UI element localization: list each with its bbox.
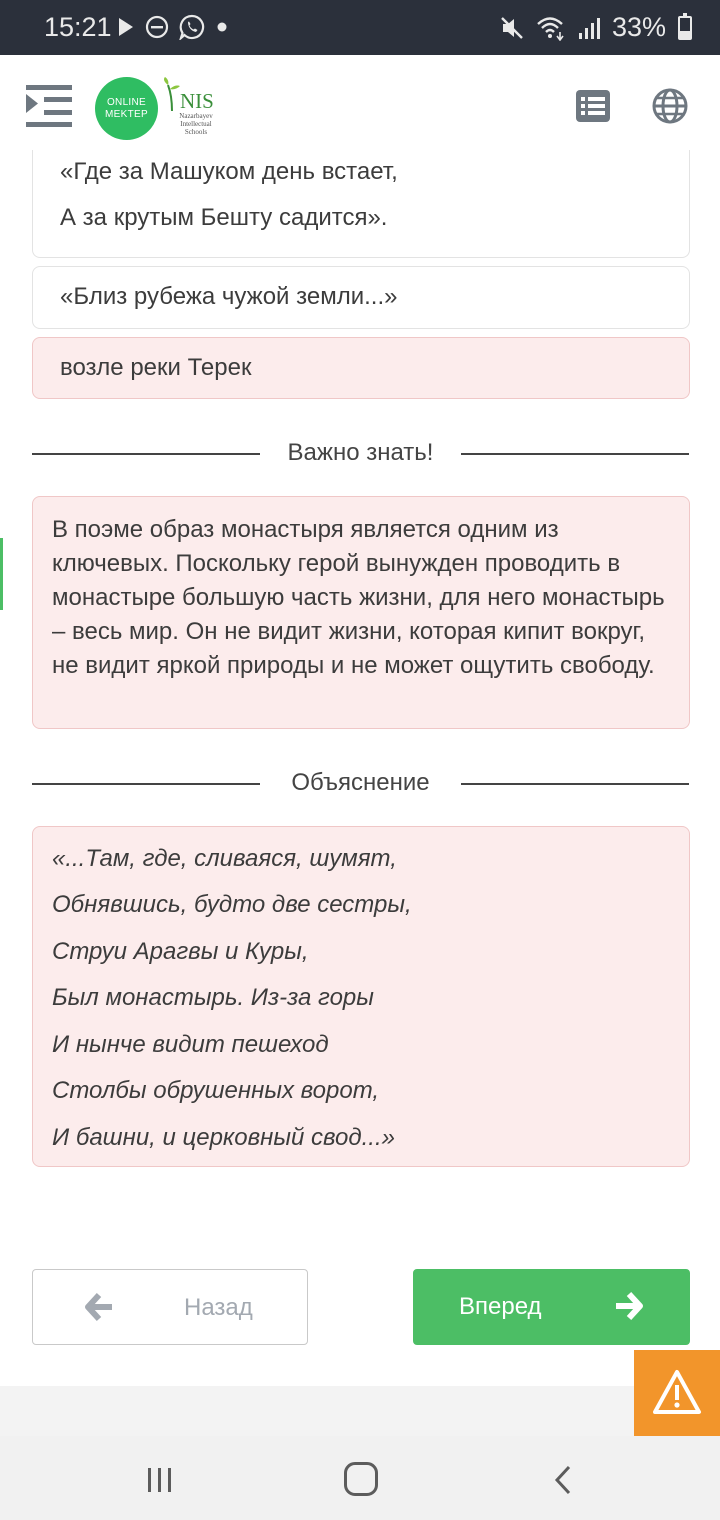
- back-button-label: Назад: [184, 1294, 253, 1321]
- back-button[interactable]: [32, 1269, 308, 1345]
- battery-icon: [678, 16, 692, 40]
- dot-icon: [215, 20, 229, 34]
- online-mektep-logo[interactable]: [95, 77, 158, 140]
- logo-line2: MEKTEP: [105, 108, 148, 120]
- important-divider: [32, 439, 689, 469]
- important-box: [32, 496, 690, 729]
- warning-icon: [634, 1350, 720, 1436]
- side-drawer-handle[interactable]: [0, 538, 3, 610]
- status-bar: [0, 0, 720, 55]
- answer-option-1-line2: А за крутым Бешту садится».: [60, 204, 388, 231]
- app-header: [0, 55, 720, 160]
- arrow-right-icon: [615, 1291, 643, 1321]
- next-button-label: Вперед: [459, 1293, 542, 1320]
- nis-leaf-icon: [162, 77, 182, 111]
- system-nav-bar: [0, 1436, 720, 1520]
- verse-line: И нынче видит пешеход: [52, 1031, 329, 1058]
- signal-icon: [578, 16, 600, 40]
- battery-percent: 33%: [611, 12, 666, 42]
- answer-option-1-line1: «Где за Машуком день встает,: [60, 158, 398, 185]
- answer-option-selected-label: возле реки Терек: [60, 354, 252, 381]
- explanation-box: [32, 826, 690, 1167]
- logo-line1: ONLINE: [106, 96, 147, 108]
- menu-icon[interactable]: [26, 85, 72, 127]
- back-nav-icon[interactable]: [551, 1464, 575, 1496]
- answer-option-2[interactable]: [32, 266, 690, 329]
- globe-icon[interactable]: [652, 88, 688, 124]
- list-icon[interactable]: [576, 90, 610, 122]
- mute-icon: [500, 15, 524, 41]
- nis-title: NIS: [180, 89, 214, 113]
- play-icon: [117, 16, 135, 38]
- explanation-title: Объяснение: [291, 769, 430, 796]
- verse-line: «...Там, где, сливаяся, шумят,: [52, 845, 397, 872]
- answer-option-selected[interactable]: [32, 337, 690, 399]
- nis-sub-line1: Nazarbayev: [179, 112, 213, 120]
- status-time: 15:21: [44, 12, 112, 42]
- answer-option-2-label: «Близ рубежа чужой земли...»: [60, 283, 398, 310]
- next-button[interactable]: [413, 1269, 690, 1345]
- nis-sub-line2: Intellectual: [180, 120, 212, 128]
- important-title: Важно знать!: [287, 439, 434, 466]
- report-issue-button[interactable]: [634, 1350, 720, 1436]
- important-text: В поэме образ монастыря является одним из ключевых. Поскольку герой вынужден проводить в монастыре большую часть жизни, для него монастырь – весь мир. Он не видит жизни, которая кипит вокруг, не видит яркой природы и не может ощутить свободу.: [52, 516, 665, 679]
- verse-line: Струи Арагвы и Куры,: [52, 938, 309, 965]
- lesson-content: [0, 160, 720, 1386]
- explanation-divider: [32, 769, 689, 799]
- home-icon[interactable]: [344, 1462, 378, 1496]
- answer-option-1[interactable]: [32, 150, 690, 258]
- wifi-icon: [536, 15, 566, 41]
- verse-line: Был монастырь. Из-за горы: [52, 984, 374, 1011]
- dnd-icon: [145, 15, 169, 39]
- nis-sub-line3: Schools: [184, 128, 208, 136]
- verse-line: И башни, и церковный свод...»: [52, 1124, 395, 1151]
- arrow-left-icon: [85, 1292, 113, 1322]
- recent-apps-icon[interactable]: [146, 1466, 174, 1494]
- verse-line: Столбы обрушенных ворот,: [52, 1077, 380, 1104]
- verse-line: Обнявшись, будто две сестры,: [52, 891, 412, 918]
- whatsapp-icon: [179, 14, 205, 40]
- nis-logo: [162, 77, 224, 141]
